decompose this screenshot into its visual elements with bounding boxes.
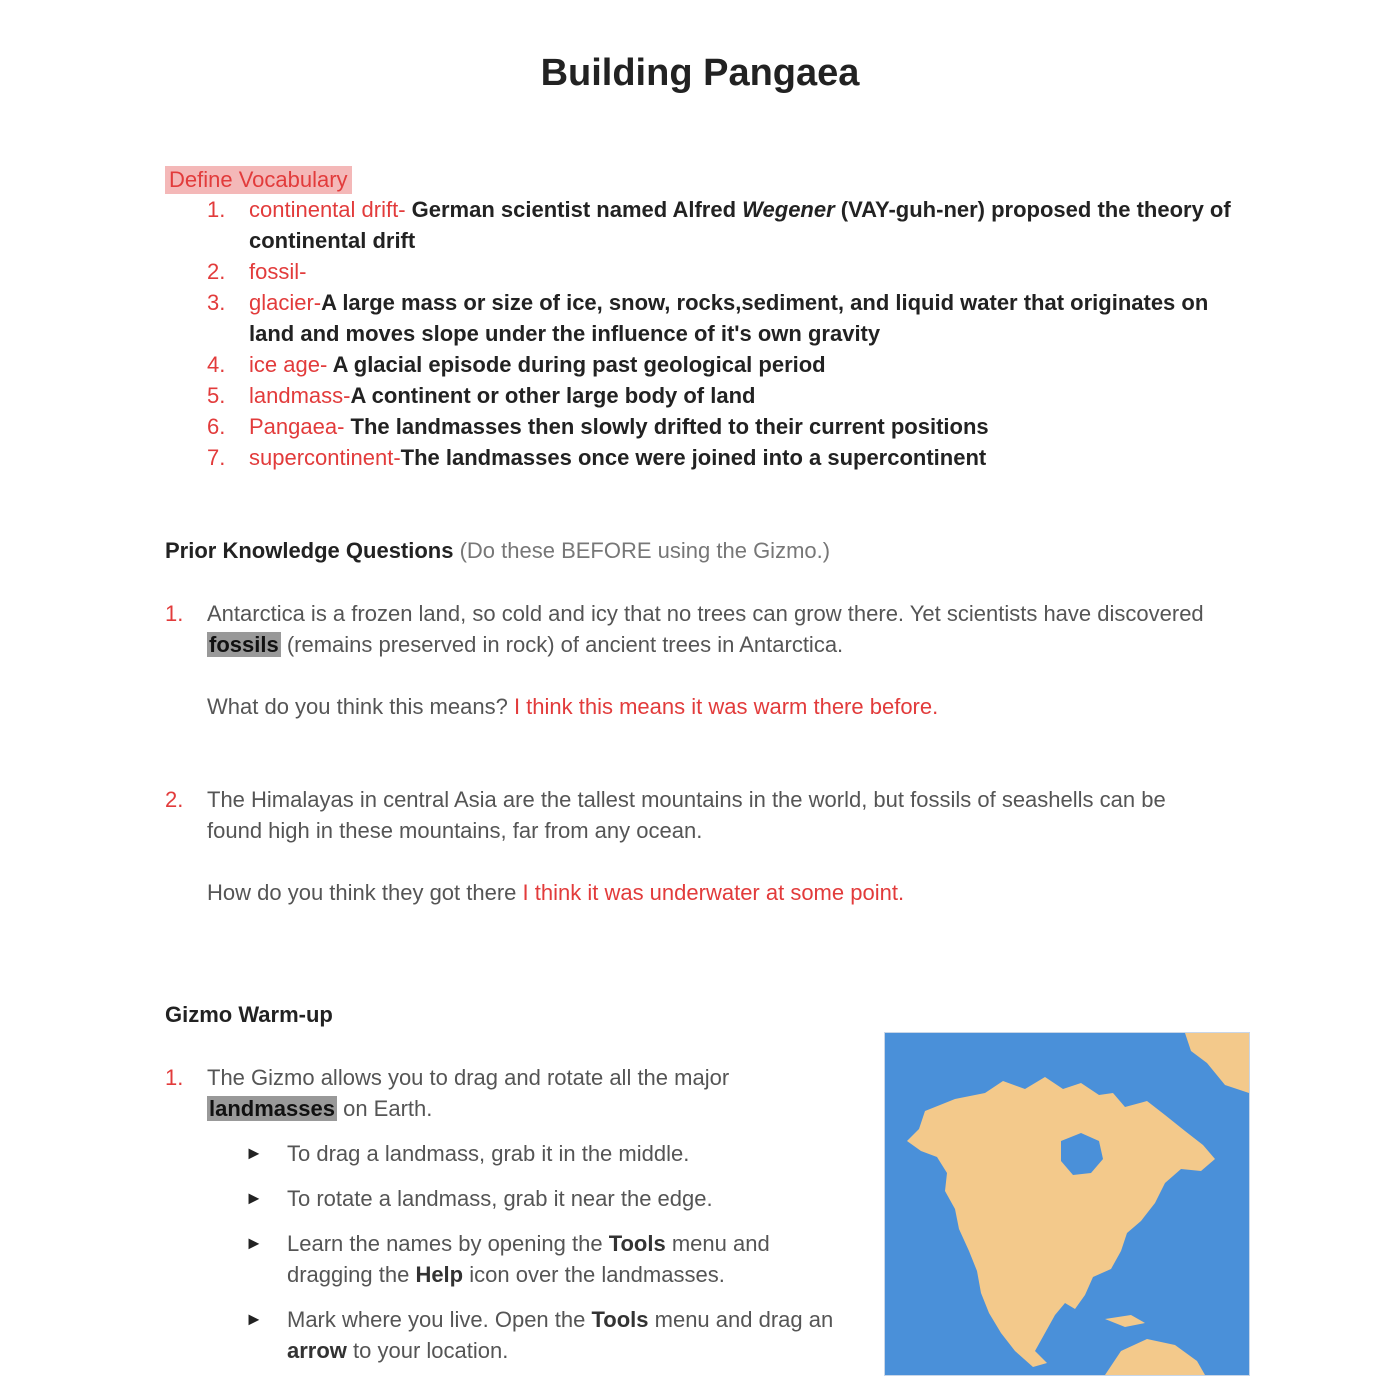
vocab-term: fossil- <box>249 259 307 284</box>
answer-prompt: What do you think this means? <box>207 694 514 719</box>
student-answer: I think it was underwater at some point. <box>522 880 905 905</box>
question-text <box>207 598 1225 660</box>
vocab-number: 5. <box>207 383 226 408</box>
vocab-term: Pangaea- <box>249 414 345 439</box>
prior-knowledge-note: (Do these BEFORE using the Gizmo.) <box>453 538 831 563</box>
step-text-mid: menu and dragging the <box>287 1231 770 1287</box>
vocab-term: continental drift- <box>249 197 406 222</box>
step-item <box>245 1138 845 1169</box>
vocab-def-text-end: (VAY-guh-ner) proposed the theory of continental drift <box>249 197 1231 253</box>
gizmo-warmup-heading: Gizmo Warm-up <box>165 1002 333 1027</box>
question-text: The Himalayas in central Asia are the tallest mountains in the world, but fossils of seashells can be found high in these mountains, far from any ocean. <box>207 787 1166 843</box>
step-text-end: icon over the landmasses. <box>463 1262 725 1287</box>
vocab-number: 6. <box>207 414 226 439</box>
vocab-def-italic: Wegener <box>742 197 835 222</box>
answer-line <box>207 691 1225 722</box>
vocab-item <box>165 411 1245 442</box>
map-svg <box>885 1033 1249 1375</box>
bullet-icon: ► <box>245 1309 263 1329</box>
vocab-number: 4. <box>207 352 226 377</box>
question-text-end: (remains preserved in rock) of ancient trees in Antarctica. <box>280 632 844 657</box>
question-text-start: Antarctica is a frozen land, so cold and icy that no trees can grow there. Yet scientists have discovered <box>207 601 1204 626</box>
step-item <box>245 1228 845 1290</box>
highlighted-term: fossils <box>209 632 279 657</box>
question-text-end: on Earth. <box>336 1096 433 1121</box>
vocab-number: 1. <box>207 197 226 222</box>
vocab-definition: A large mass or size of ice, snow, rocks,sediment, and liquid water that originates on land and moves slope under the influence of it's own gravity <box>249 290 1209 346</box>
vocab-item <box>165 442 1245 473</box>
vocab-number: 2. <box>207 259 226 284</box>
vocab-item <box>165 349 1245 380</box>
prior-knowledge-title: Prior Knowledge Questions <box>165 538 454 563</box>
step-text-mid: menu and drag an <box>648 1307 834 1332</box>
question-text <box>207 1062 845 1124</box>
vocab-number: 7. <box>207 445 226 470</box>
vocab-item <box>165 256 1245 287</box>
vocab-item <box>165 194 1245 256</box>
vocab-def-text: German scientist named Alfred <box>405 197 743 222</box>
vocab-item <box>165 380 1245 411</box>
vocab-term: landmass- <box>249 383 351 408</box>
student-answer: I think this means it was warm there before. <box>513 694 939 719</box>
vocab-term: supercontinent- <box>249 445 401 470</box>
north-america-map <box>884 1032 1250 1376</box>
gizmo-question-1 <box>165 1062 845 1124</box>
question-number: 1. <box>165 1065 184 1090</box>
question-number: 1. <box>165 601 184 626</box>
step-text-end: to your location. <box>346 1338 509 1363</box>
step-bold-term: Tools <box>608 1231 666 1256</box>
vocab-definition: The landmasses once were joined into a supercontinent <box>400 445 987 470</box>
step-bold-term-2: arrow <box>287 1338 347 1363</box>
step-item <box>245 1304 845 1366</box>
answer-prompt: How do you think they got there <box>207 880 523 905</box>
step-item <box>245 1183 845 1214</box>
step-text: To drag a landmass, grab it in the middle. <box>287 1141 690 1166</box>
step-text: Mark where you live. Open the <box>287 1307 592 1332</box>
answer-line <box>207 877 1225 908</box>
question-number: 2. <box>165 787 184 812</box>
highlighted-term: landmasses <box>209 1096 335 1121</box>
vocab-heading: Define Vocabulary <box>165 166 352 194</box>
bullet-icon: ► <box>245 1233 263 1253</box>
step-bold-term-2: Help <box>415 1262 464 1287</box>
vocab-number: 3. <box>207 290 226 315</box>
vocab-term: ice age- <box>249 352 328 377</box>
question-text-start: The Gizmo allows you to drag and rotate all the major <box>207 1065 730 1090</box>
bullet-icon: ► <box>245 1143 263 1163</box>
vocab-definition: The landmasses then slowly drifted to their current positions <box>344 414 989 439</box>
gizmo-steps-list <box>245 1138 845 1380</box>
page-title: Building Pangaea <box>540 52 860 94</box>
prior-question-2 <box>165 784 1225 908</box>
vocab-definition: A glacial episode during past geological period <box>327 352 826 377</box>
step-text: Learn the names by opening the <box>287 1231 609 1256</box>
prior-question-1 <box>165 598 1225 722</box>
vocab-definition: A continent or other large body of land <box>350 383 756 408</box>
vocab-list <box>165 194 1245 473</box>
prior-knowledge-heading <box>165 538 830 564</box>
vocab-term: glacier- <box>249 290 322 315</box>
step-bold-term: Tools <box>591 1307 649 1332</box>
bullet-icon: ► <box>245 1188 263 1208</box>
step-text: To rotate a landmass, grab it near the edge. <box>287 1186 713 1211</box>
vocab-item <box>165 287 1245 349</box>
